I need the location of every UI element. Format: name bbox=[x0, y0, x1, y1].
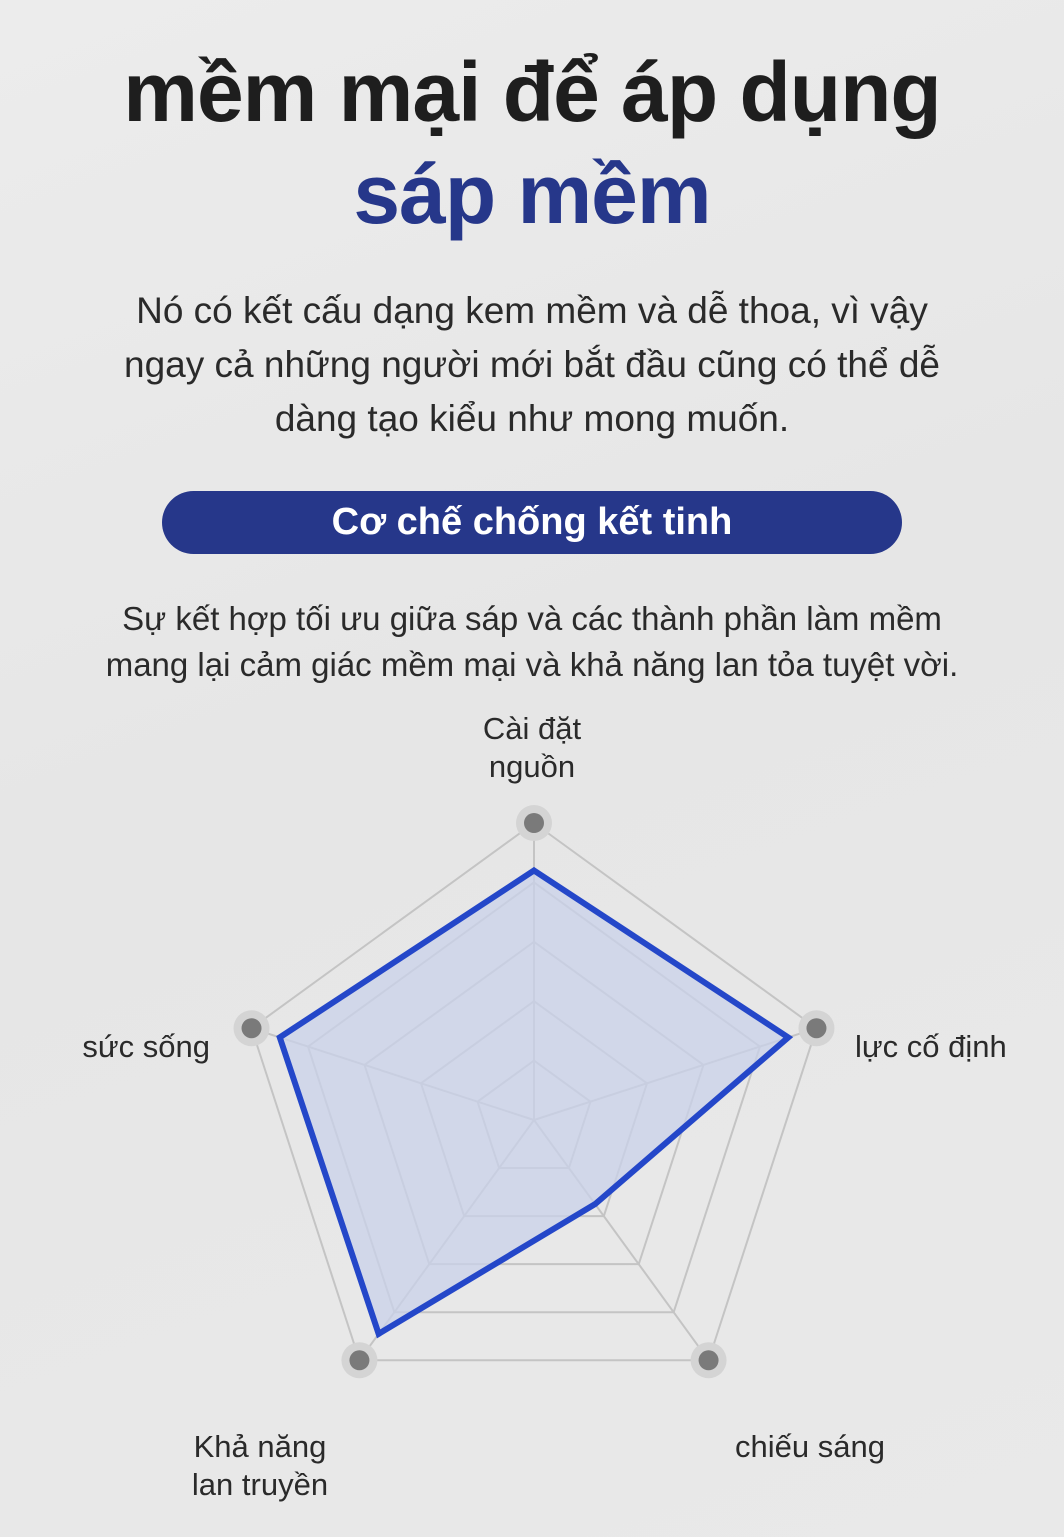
headline-line-2: sáp mềm bbox=[353, 147, 711, 241]
axis-dot bbox=[806, 1018, 826, 1038]
axis-label-holding-power: lực cố định bbox=[855, 1029, 1007, 1064]
axis-label-vitality: sức sống bbox=[82, 1029, 210, 1064]
axis-dot bbox=[524, 813, 544, 833]
feature-pill: Cơ chế chống kết tinh bbox=[162, 491, 902, 554]
description-text: Sự kết hợp tối ưu giữa sáp và các thành phần làm mềm mang lại cảm giác mềm mại và khả năng lan tỏa tuyệt vời. bbox=[105, 600, 959, 683]
axis-dot bbox=[242, 1018, 262, 1038]
headline-line-1: mềm mại để áp dụng bbox=[123, 45, 941, 139]
axis-dot bbox=[699, 1350, 719, 1370]
intro-text: Nó có kết cấu dạng kem mềm và dễ thoa, vì vậy ngay cả những người mới bắt đầu cũng có thể dễ dàng tạo kiểu như mong muốn. bbox=[124, 290, 940, 439]
axis-label-source-setting: Cài đặt nguồn bbox=[482, 711, 582, 784]
axis-dot bbox=[349, 1350, 369, 1370]
axis-label-shine: chiếu sáng bbox=[735, 1429, 885, 1464]
axis-label-spreadability: Khả năng lan truyền bbox=[191, 1429, 329, 1502]
